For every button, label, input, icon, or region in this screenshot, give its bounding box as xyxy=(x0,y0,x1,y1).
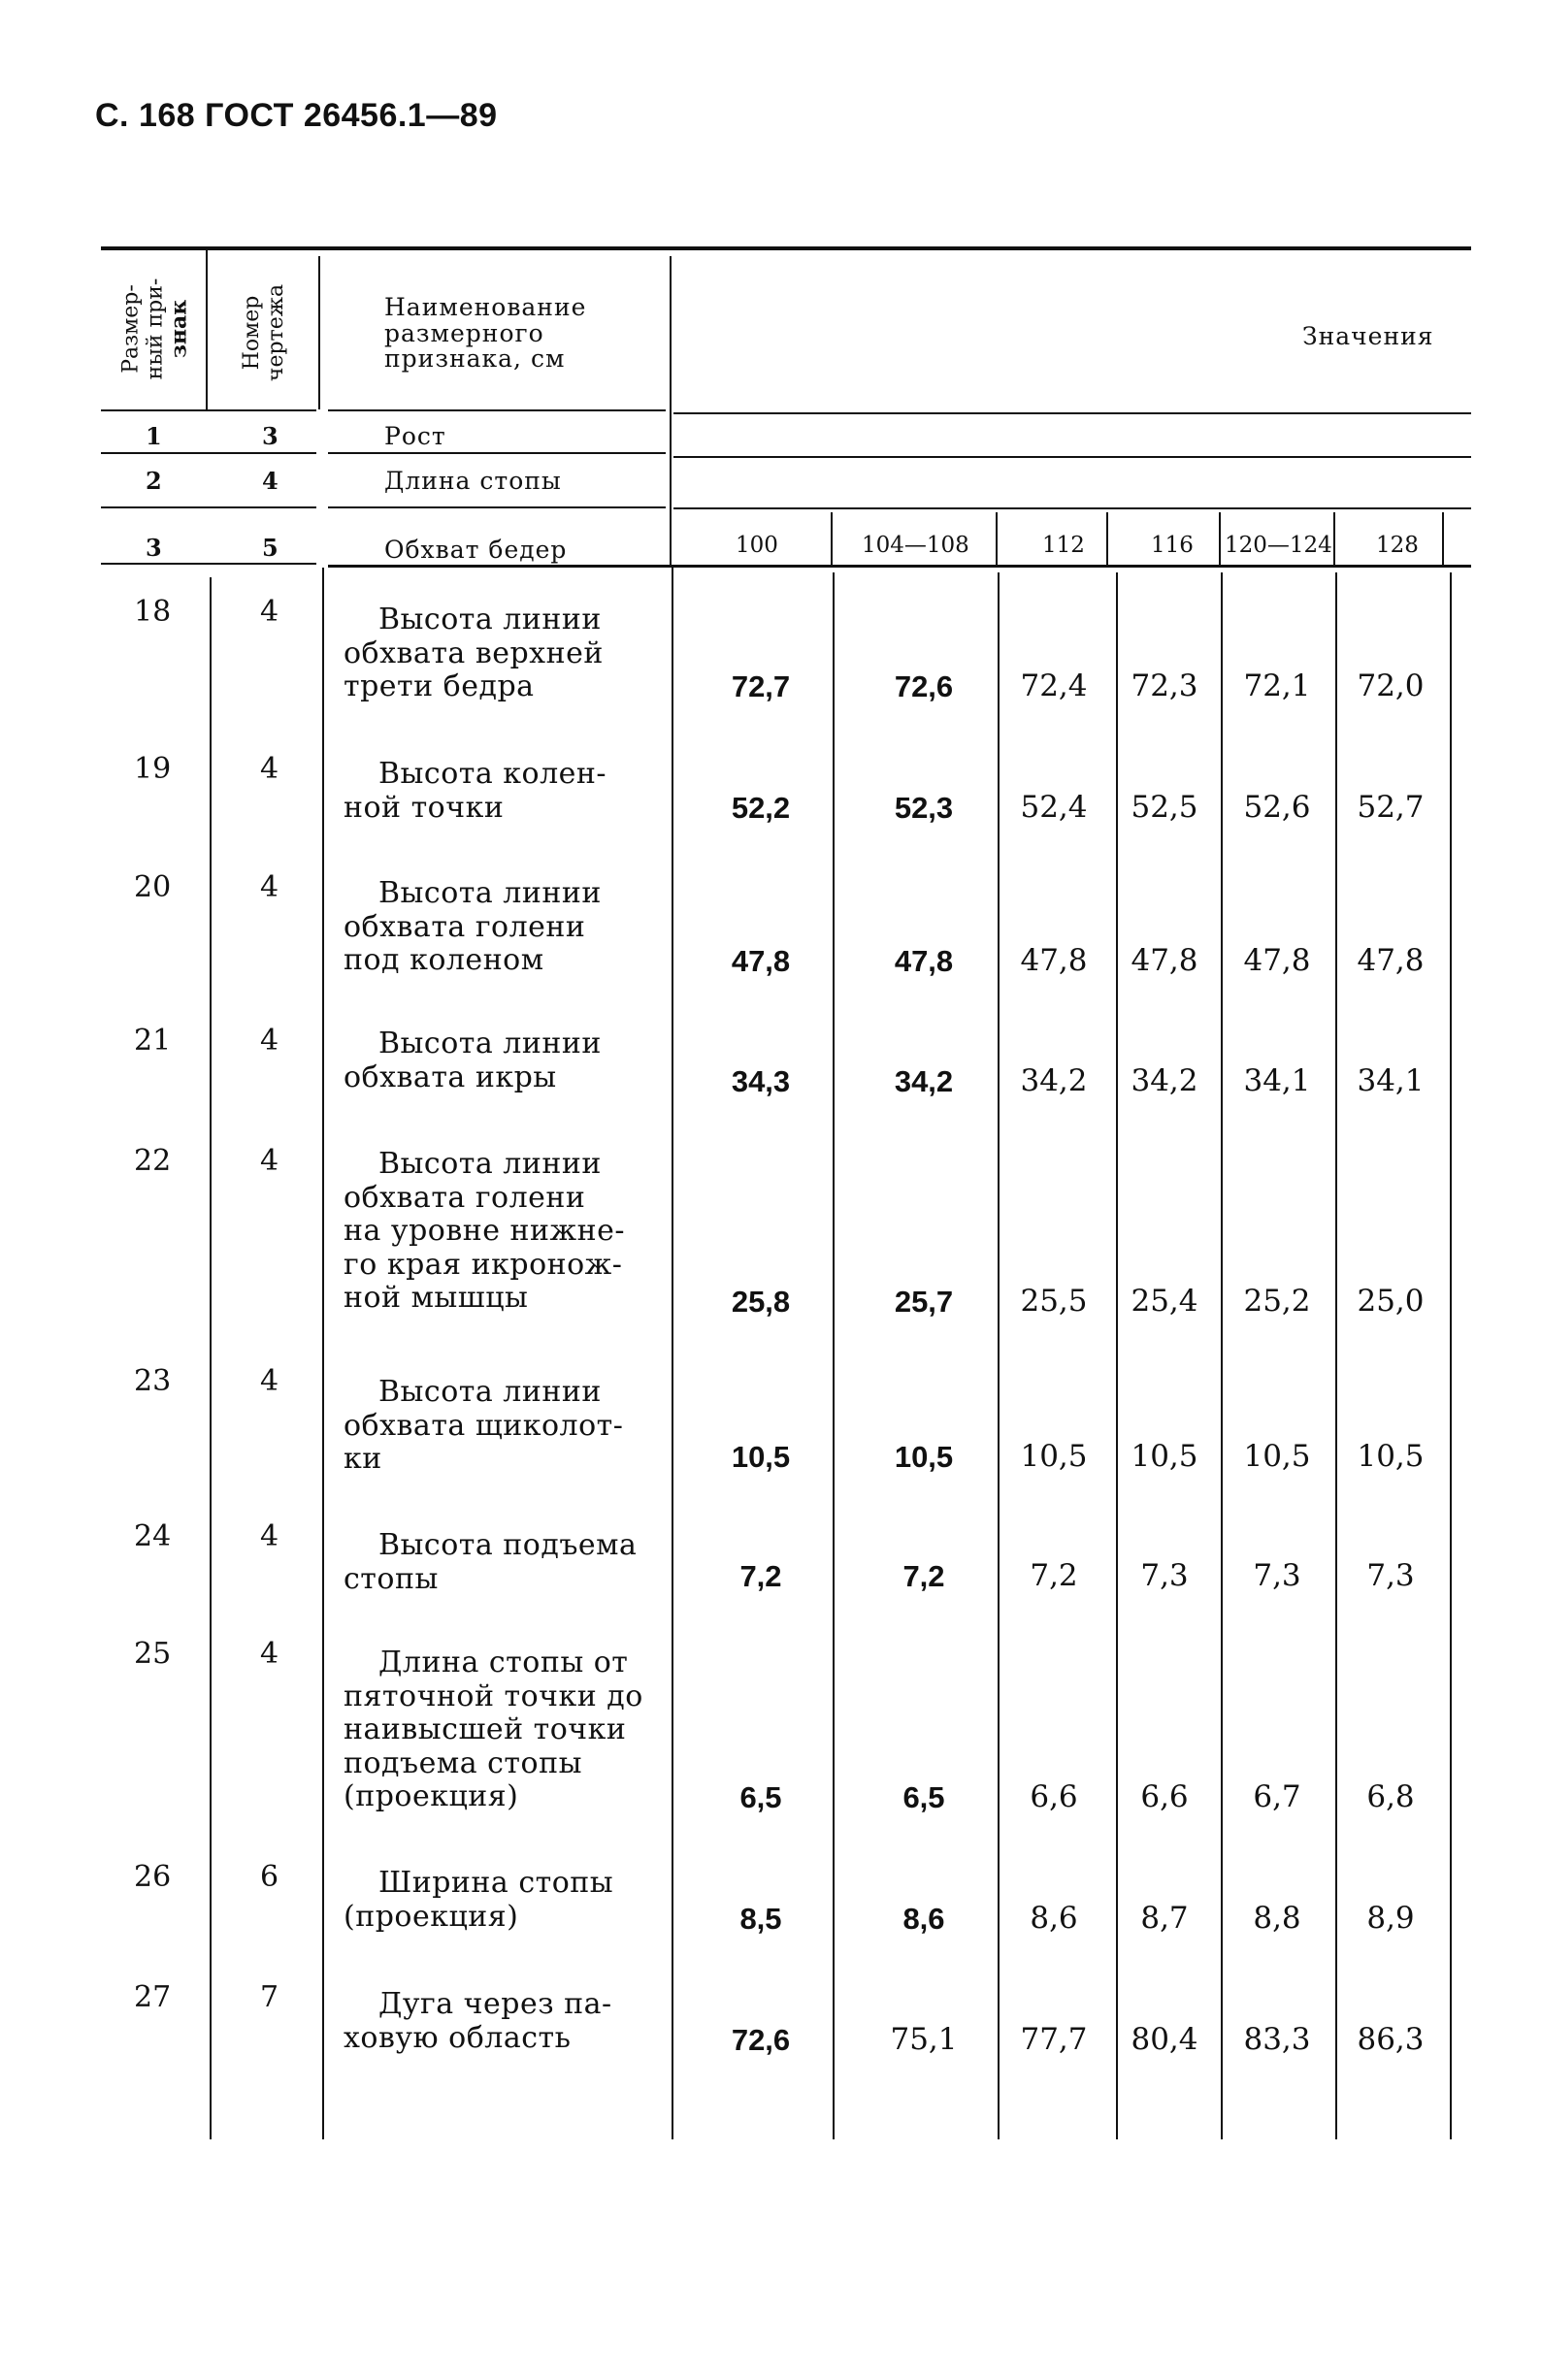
header-name-line-3: признака, см xyxy=(384,344,566,373)
row-name-line-1: Высота подъема xyxy=(378,1528,638,1562)
header-rule-left-b xyxy=(328,409,666,411)
row-drawing: 4 xyxy=(260,1637,279,1671)
value-128: 52,7 xyxy=(1357,790,1425,825)
value-100: 72,7 xyxy=(731,669,791,703)
code-rule-3a xyxy=(101,563,316,565)
header-feature-line-1: Размер- xyxy=(118,284,144,374)
row-name-line-1: Высота колен- xyxy=(378,757,607,791)
code-rule-1c xyxy=(673,456,1471,458)
table-top-rule xyxy=(101,246,1471,250)
code-rule-1a xyxy=(101,452,316,454)
value-116: 47,8 xyxy=(1131,943,1198,978)
row-name-line-3: на уровне нижне- xyxy=(344,1214,625,1248)
header-drawing-number xyxy=(240,284,288,381)
row-name-line-3: трети бедра xyxy=(344,669,535,703)
value-120-124: 10,5 xyxy=(1243,1439,1311,1474)
value-120-124: 25,2 xyxy=(1243,1284,1311,1319)
row-num: 27 xyxy=(134,1980,172,2014)
value-104-108: 75,1 xyxy=(890,2022,958,2057)
value-112: 25,5 xyxy=(1020,1284,1088,1319)
row-name-line-2: обхвата щиколот- xyxy=(344,1408,624,1443)
value-120-124: 6,7 xyxy=(1253,1779,1301,1814)
row-drawing: 4 xyxy=(260,752,279,786)
value-116: 7,3 xyxy=(1140,1558,1189,1593)
value-104-108: 7,2 xyxy=(902,1559,945,1593)
row-num: 18 xyxy=(134,595,172,629)
row-name-line-1: Дуга через па- xyxy=(378,1987,612,2021)
vrule-7-header xyxy=(1219,512,1221,567)
value-128: 6,8 xyxy=(1366,1779,1415,1814)
value-112: 72,4 xyxy=(1020,668,1088,703)
vrule-2-header xyxy=(318,256,320,409)
hip-value-2: 104—108 xyxy=(862,533,969,558)
header-feature-line-3: знак xyxy=(166,299,192,359)
value-100: 72,6 xyxy=(731,2023,791,2057)
vrule-9-body xyxy=(1450,572,1452,2139)
value-112: 47,8 xyxy=(1020,943,1088,978)
hip-value-6: 128 xyxy=(1376,533,1419,558)
value-112: 10,5 xyxy=(1020,1439,1088,1474)
code-rule-3b xyxy=(328,565,1471,568)
row-name-line-3: наивысшей точки xyxy=(344,1712,627,1746)
value-100: 25,8 xyxy=(731,1285,791,1319)
row-name-line-1: Ширина стопы xyxy=(378,1866,614,1900)
row-name xyxy=(344,1027,602,1094)
row-name-line-1: Высота линии xyxy=(378,603,602,636)
value-120-124: 34,1 xyxy=(1243,1063,1311,1098)
row-name-line-1: Высота линии xyxy=(378,1147,602,1181)
row-num: 23 xyxy=(134,1364,172,1398)
value-128: 7,3 xyxy=(1366,1558,1415,1593)
value-112: 34,2 xyxy=(1020,1063,1088,1098)
value-100: 8,5 xyxy=(739,1902,782,1936)
row-name-line-2: обхвата голени xyxy=(344,1180,586,1215)
row-name-line-1: Длина стопы от xyxy=(378,1646,629,1679)
row-name-line-2: ховую область xyxy=(344,2020,572,2055)
row-num: 22 xyxy=(134,1144,172,1178)
code-rule-2a xyxy=(101,506,316,508)
value-104-108: 6,5 xyxy=(902,1780,945,1814)
value-100: 34,3 xyxy=(731,1064,791,1098)
header-name-line-2: размерного xyxy=(384,319,544,347)
value-116: 10,5 xyxy=(1131,1439,1198,1474)
value-120-124: 8,8 xyxy=(1253,1901,1301,1936)
header-name-line-1: Наименование xyxy=(384,293,587,321)
row-name-line-1: Высота линии xyxy=(378,876,602,910)
value-112: 8,6 xyxy=(1030,1901,1078,1936)
row-name xyxy=(344,1988,612,2055)
row-num: 26 xyxy=(134,1860,172,1894)
code-rule-2c xyxy=(673,507,1471,509)
vrule-1-header xyxy=(206,250,208,409)
code-name-2: Длина стопы xyxy=(384,467,562,495)
row-drawing: 4 xyxy=(260,1519,279,1553)
vrule-1-body xyxy=(210,577,212,2139)
vrule-3-header xyxy=(670,256,672,567)
value-100: 6,5 xyxy=(739,1780,782,1814)
value-100: 10,5 xyxy=(731,1440,791,1474)
row-num: 20 xyxy=(134,870,172,904)
hip-value-3: 112 xyxy=(1042,533,1085,558)
row-drawing: 4 xyxy=(260,1024,279,1058)
code-rule-1b xyxy=(328,452,666,454)
row-name xyxy=(344,1376,623,1477)
row-name xyxy=(344,1646,643,1814)
value-116: 52,5 xyxy=(1131,790,1198,825)
value-128: 72,0 xyxy=(1357,668,1425,703)
value-116: 25,4 xyxy=(1131,1284,1198,1319)
value-104-108: 8,6 xyxy=(902,1902,945,1936)
value-128: 86,3 xyxy=(1357,2022,1425,2057)
row-name-line-2: обхвата икры xyxy=(344,1060,557,1094)
row-name-line-2: (проекция) xyxy=(344,1899,519,1934)
value-112: 7,2 xyxy=(1030,1558,1078,1593)
row-name-line-3: под коленом xyxy=(344,943,544,977)
row-drawing: 7 xyxy=(260,1980,279,2014)
value-120-124: 72,1 xyxy=(1243,668,1311,703)
header-rule-left-a xyxy=(101,409,316,411)
value-112: 6,6 xyxy=(1030,1779,1078,1814)
value-120-124: 83,3 xyxy=(1243,2022,1311,2057)
row-name xyxy=(344,758,607,825)
row-drawing: 4 xyxy=(260,870,279,904)
row-name xyxy=(344,1867,613,1934)
value-116: 6,6 xyxy=(1140,1779,1189,1814)
value-120-124: 7,3 xyxy=(1253,1558,1301,1593)
value-116: 34,2 xyxy=(1131,1063,1198,1098)
row-name-line-1: Высота линии xyxy=(378,1027,602,1060)
code-rule-2b xyxy=(328,506,666,508)
hip-value-1: 100 xyxy=(736,533,778,558)
header-feature-line-2: ный при- xyxy=(143,277,168,380)
row-num: 21 xyxy=(134,1024,172,1058)
code-drawing-1: 3 xyxy=(262,422,279,450)
row-drawing: 4 xyxy=(260,595,279,629)
code-name-3: Обхват бедер xyxy=(384,536,568,564)
value-100: 52,2 xyxy=(731,791,791,825)
code-drawing-3: 5 xyxy=(262,534,279,562)
header-rule-values xyxy=(673,412,1471,414)
code-feature-1: 1 xyxy=(146,422,162,450)
header-feature-number xyxy=(119,278,192,380)
vrule-4-body xyxy=(833,572,835,2139)
vrule-3-body xyxy=(672,568,673,2139)
code-feature-3: 3 xyxy=(146,534,162,562)
row-name-line-2: стопы xyxy=(344,1561,439,1596)
hip-value-5: 120—124 xyxy=(1225,533,1332,558)
code-drawing-2: 4 xyxy=(262,467,279,495)
row-name-line-1: Высота линии xyxy=(378,1375,602,1409)
vrule-9-header xyxy=(1442,512,1444,567)
value-112: 52,4 xyxy=(1020,790,1088,825)
value-104-108: 52,3 xyxy=(894,791,954,825)
value-128: 25,0 xyxy=(1357,1284,1425,1319)
vrule-8-header xyxy=(1333,512,1335,567)
row-name-line-5: ной мышцы xyxy=(344,1281,529,1315)
value-100: 47,8 xyxy=(731,944,791,978)
value-128: 47,8 xyxy=(1357,943,1425,978)
value-120-124: 47,8 xyxy=(1243,943,1311,978)
value-116: 72,3 xyxy=(1131,668,1198,703)
value-104-108: 25,7 xyxy=(894,1285,954,1319)
header-values: Значения xyxy=(1302,322,1434,350)
row-name-line-2: ной точки xyxy=(344,790,505,825)
value-104-108: 47,8 xyxy=(894,944,954,978)
value-128: 34,1 xyxy=(1357,1063,1425,1098)
value-104-108: 34,2 xyxy=(894,1064,954,1098)
row-name xyxy=(344,1529,637,1596)
code-feature-2: 2 xyxy=(146,467,162,495)
row-name-line-2: обхвата верхней xyxy=(344,636,604,670)
row-name xyxy=(344,1148,625,1316)
row-drawing: 4 xyxy=(260,1144,279,1178)
vrule-2-body xyxy=(322,568,324,2139)
row-drawing: 6 xyxy=(260,1860,279,1894)
vrule-5-header xyxy=(996,512,998,567)
value-128: 8,9 xyxy=(1366,1901,1415,1936)
vrule-4-header xyxy=(831,512,833,567)
code-name-1: Рост xyxy=(384,422,446,450)
row-name-line-4: го края икронож- xyxy=(344,1247,623,1282)
value-104-108: 10,5 xyxy=(894,1440,954,1474)
row-num: 24 xyxy=(134,1519,172,1553)
row-name-line-4: подъема стопы xyxy=(344,1745,582,1780)
row-num: 19 xyxy=(134,752,172,786)
vrule-6-header xyxy=(1106,512,1108,567)
row-name-line-5: (проекция) xyxy=(344,1779,519,1813)
value-116: 80,4 xyxy=(1131,2022,1198,2057)
value-128: 10,5 xyxy=(1357,1439,1425,1474)
page-header: С. 168 ГОСТ 26456.1—89 xyxy=(95,97,498,134)
header-drawing-line-2: чертежа xyxy=(264,283,288,382)
value-120-124: 52,6 xyxy=(1243,790,1311,825)
header-feature-name xyxy=(384,293,586,373)
row-name-line-3: ки xyxy=(344,1442,382,1476)
value-100: 7,2 xyxy=(739,1559,782,1593)
row-name-line-2: пяточной точки до xyxy=(344,1679,643,1713)
value-112: 77,7 xyxy=(1020,2022,1088,2057)
header-drawing-line-1: Номер xyxy=(240,295,264,371)
value-116: 8,7 xyxy=(1140,1901,1189,1936)
row-drawing: 4 xyxy=(260,1364,279,1398)
row-name-line-2: обхвата голени xyxy=(344,909,586,944)
row-name xyxy=(344,877,602,978)
row-num: 25 xyxy=(134,1637,172,1671)
row-name xyxy=(344,603,604,704)
hip-value-4: 116 xyxy=(1151,533,1194,558)
value-104-108: 72,6 xyxy=(894,669,954,703)
